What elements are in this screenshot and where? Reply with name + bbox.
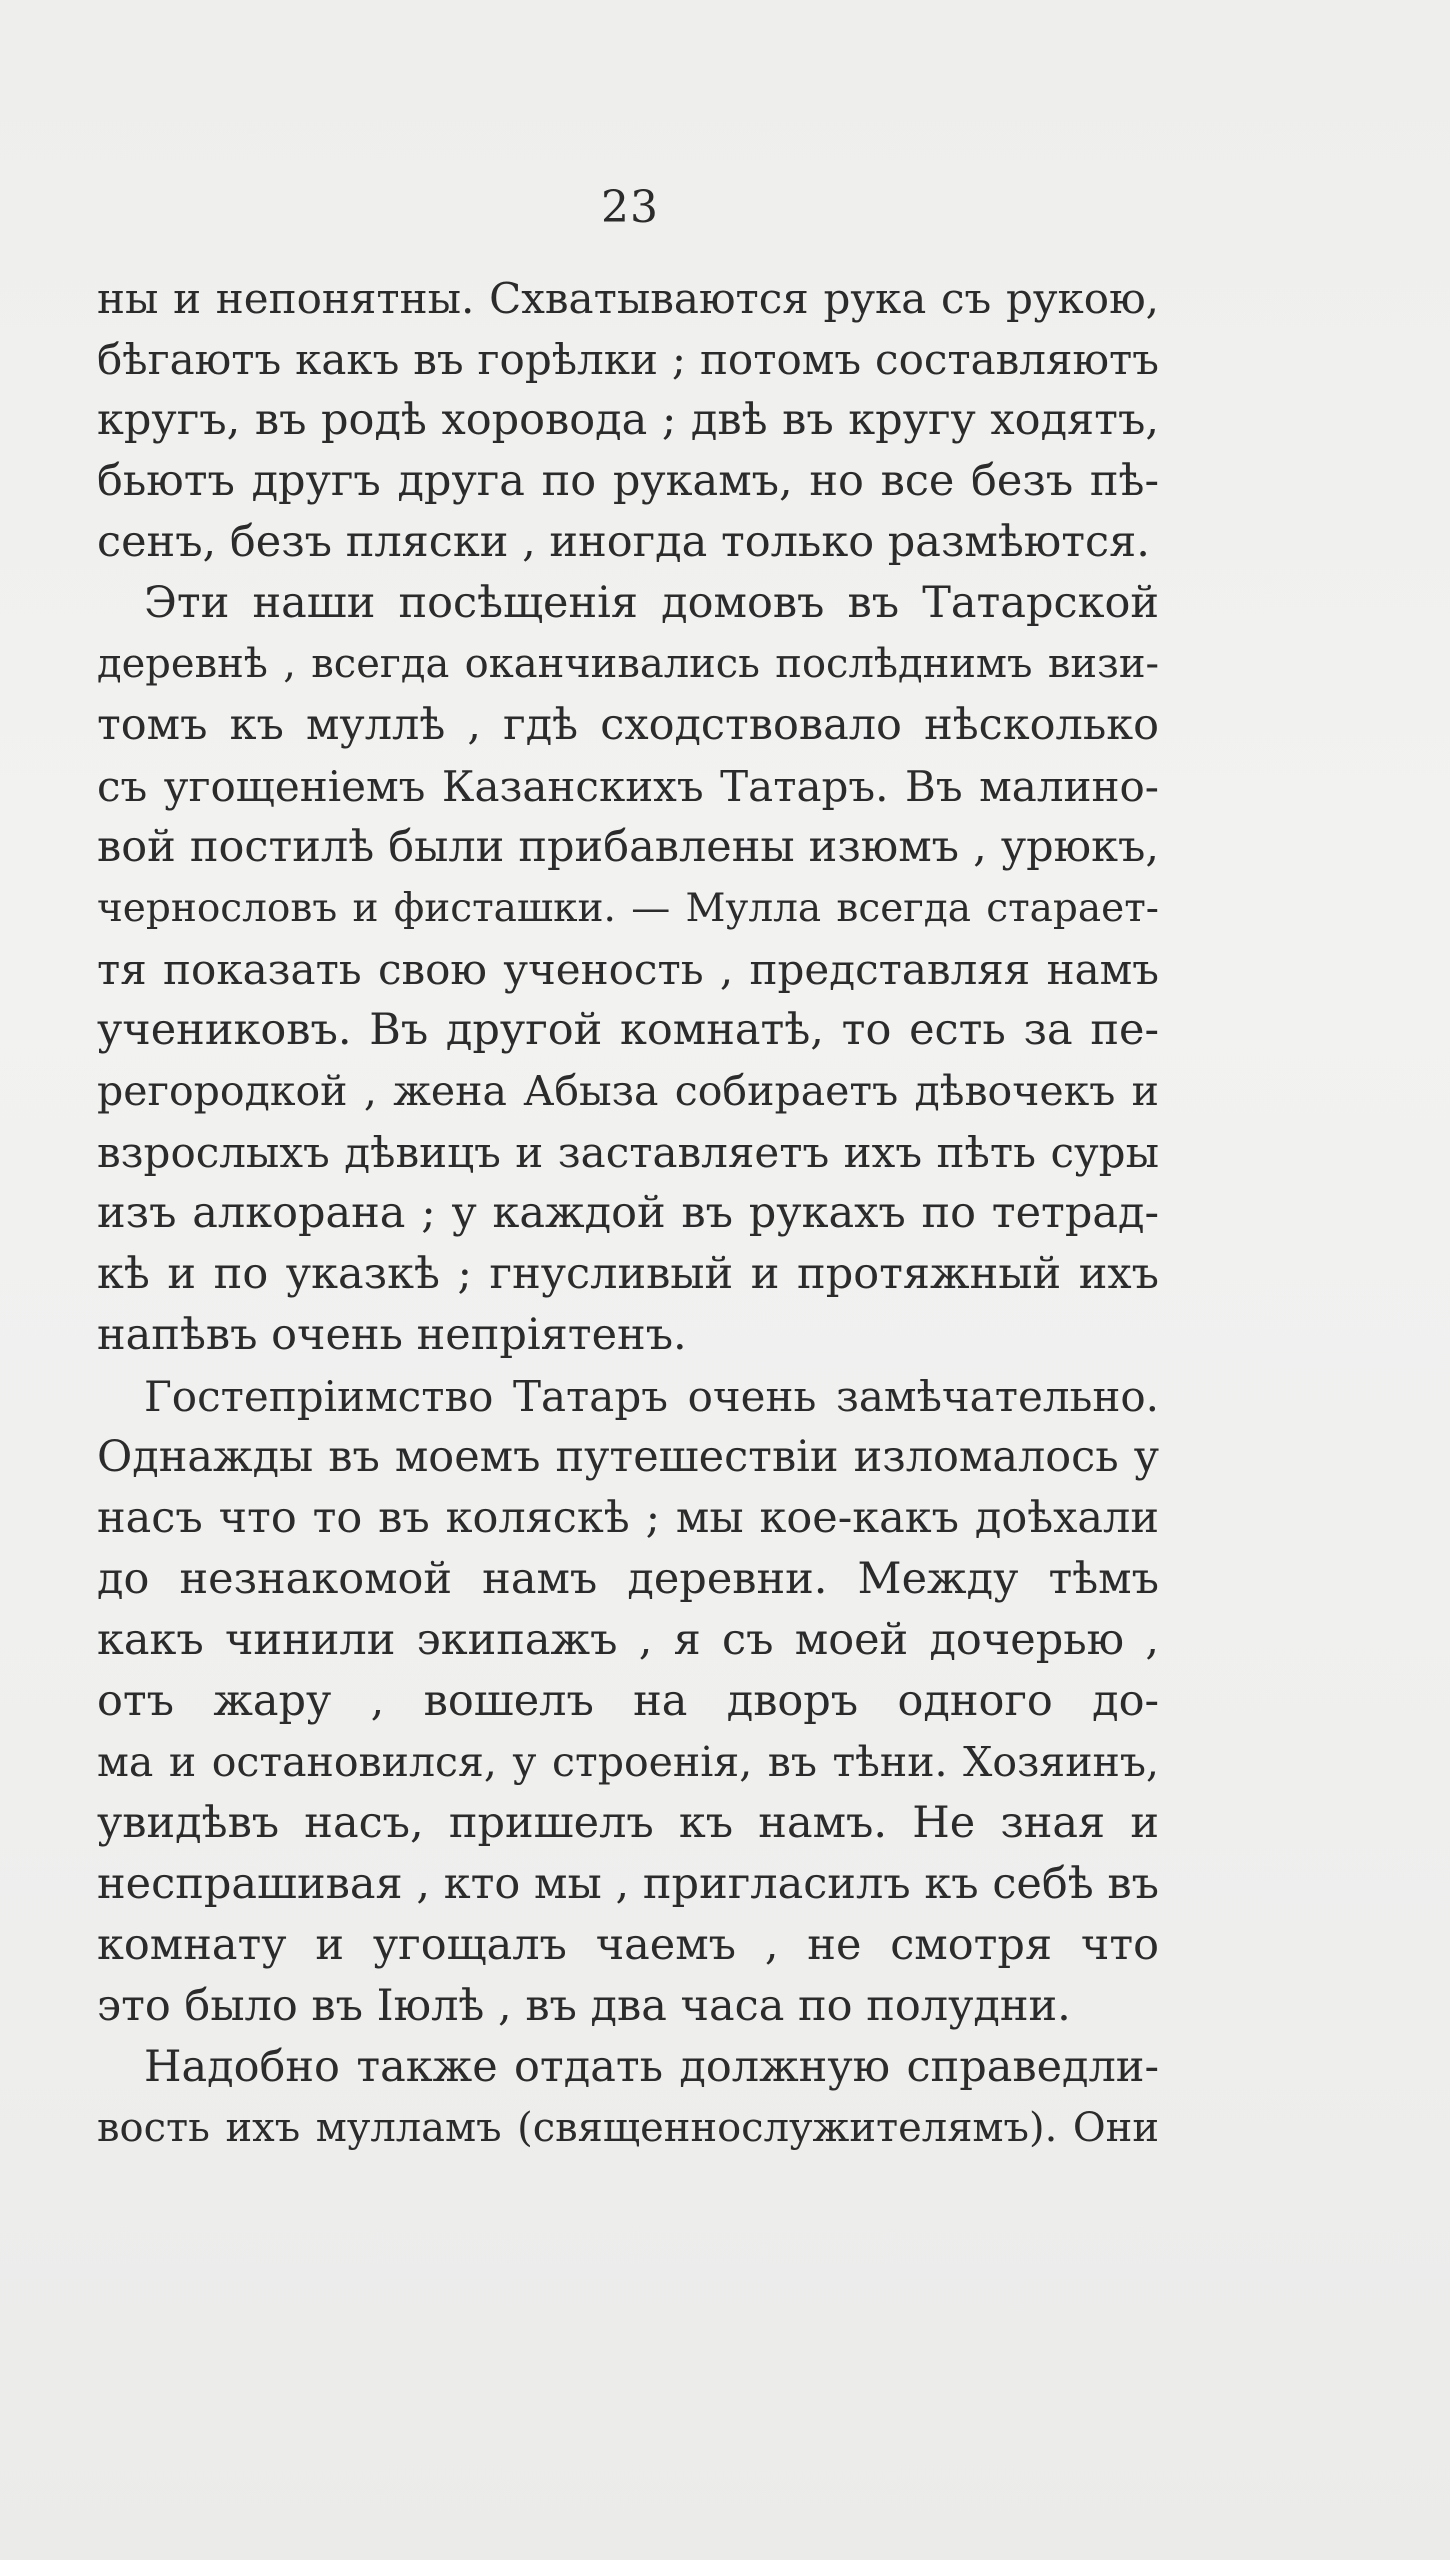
paragraph bbox=[97, 573, 1159, 1366]
paragraph bbox=[97, 1366, 1159, 2037]
text-line: бьютъ другъ друга по рукамъ, но все безъ пѣ- bbox=[97, 456, 1159, 506]
text-line: взрослыхъ дѣвицъ и заставляетъ ихъ пѣть суры bbox=[97, 1128, 1159, 1177]
text-line: бѣгаютъ какъ въ горѣлки ; потомъ составляютъ bbox=[97, 335, 1159, 384]
text-line: изъ алкорана ; у каждой въ рукахъ по тетрад- bbox=[97, 1188, 1159, 1238]
text-line: отъ жару , вошелъ на дворъ одного до- bbox=[97, 1676, 1159, 1726]
text-line: Эти наши посѣщенія домовъ въ Татарской bbox=[144, 578, 1159, 628]
text-line: деревнѣ , всегда оканчивались послѣднимъ визи- bbox=[97, 641, 1159, 687]
text-line: тя показать свою ученость , представляя намъ bbox=[97, 945, 1159, 994]
text-line: увидѣвъ насъ, пришелъ къ намъ. Не зная и bbox=[97, 1798, 1159, 1848]
text-line: ны и непонятны. Схватываются рука съ рукою, bbox=[97, 274, 1159, 323]
text-line: чернословъ и фисташки. — Мулла всегда старает- bbox=[97, 886, 1159, 931]
text-line: кѣ и по указкѣ ; гнусливый и протяжный ихъ bbox=[97, 1249, 1159, 1299]
paragraph bbox=[97, 2037, 1159, 2159]
text-line: вость ихъ мулламъ (священнослужителямъ). Они bbox=[97, 2105, 1159, 2151]
text-line: Надобно также отдать должную справедли- bbox=[144, 2042, 1159, 2092]
paragraph bbox=[97, 268, 1159, 573]
text-line: Гостепріимство Татаръ очень замѣчательно. bbox=[144, 1372, 1159, 1421]
text-line: какъ чинили экипажъ , я съ моей дочерью , bbox=[97, 1615, 1159, 1665]
text-line: регородкой , жена Абыза собираетъ дѣвочекъ и bbox=[97, 1067, 1159, 1115]
text-line: сенъ, безъ пляски , иногда только размѣются. bbox=[97, 517, 1150, 567]
body-text bbox=[97, 268, 1159, 2159]
text-line: насъ что то въ коляскѣ ; мы кое-какъ доѣхали bbox=[97, 1493, 1159, 1543]
text-line: томъ къ муллѣ , гдѣ сходствовало нѣсколько bbox=[97, 700, 1159, 750]
text-line: до незнакомой намъ деревни. Между тѣмъ bbox=[97, 1554, 1159, 1604]
text-line: ма и остановился, у строенія, въ тѣни. Хозяинъ, bbox=[97, 1738, 1159, 1786]
text-line: это было въ Іюлѣ , въ два часа по полудни. bbox=[97, 1981, 1071, 2031]
text-line: Однажды въ моемъ путешествіи изломалось у bbox=[97, 1432, 1159, 1482]
text-line: съ угощеніемъ Казанскихъ Татаръ. Въ малино- bbox=[97, 762, 1159, 811]
text-line: учениковъ. Въ другой комнатѣ, то есть за пе- bbox=[97, 1005, 1159, 1055]
text-line: комнату и угощалъ чаемъ , не смотря что bbox=[97, 1920, 1159, 1970]
text-line: неспрашивая , кто мы , пригласилъ къ себѣ въ bbox=[97, 1859, 1159, 1909]
text-line: кругъ, въ родѣ хоровода ; двѣ въ кругу ходятъ, bbox=[97, 395, 1159, 445]
text-line: вой постилѣ были прибавлены изюмъ , урюкъ, bbox=[97, 822, 1159, 872]
text-line: напѣвъ очень непріятенъ. bbox=[97, 1310, 687, 1360]
page-number: 23 bbox=[601, 182, 659, 233]
